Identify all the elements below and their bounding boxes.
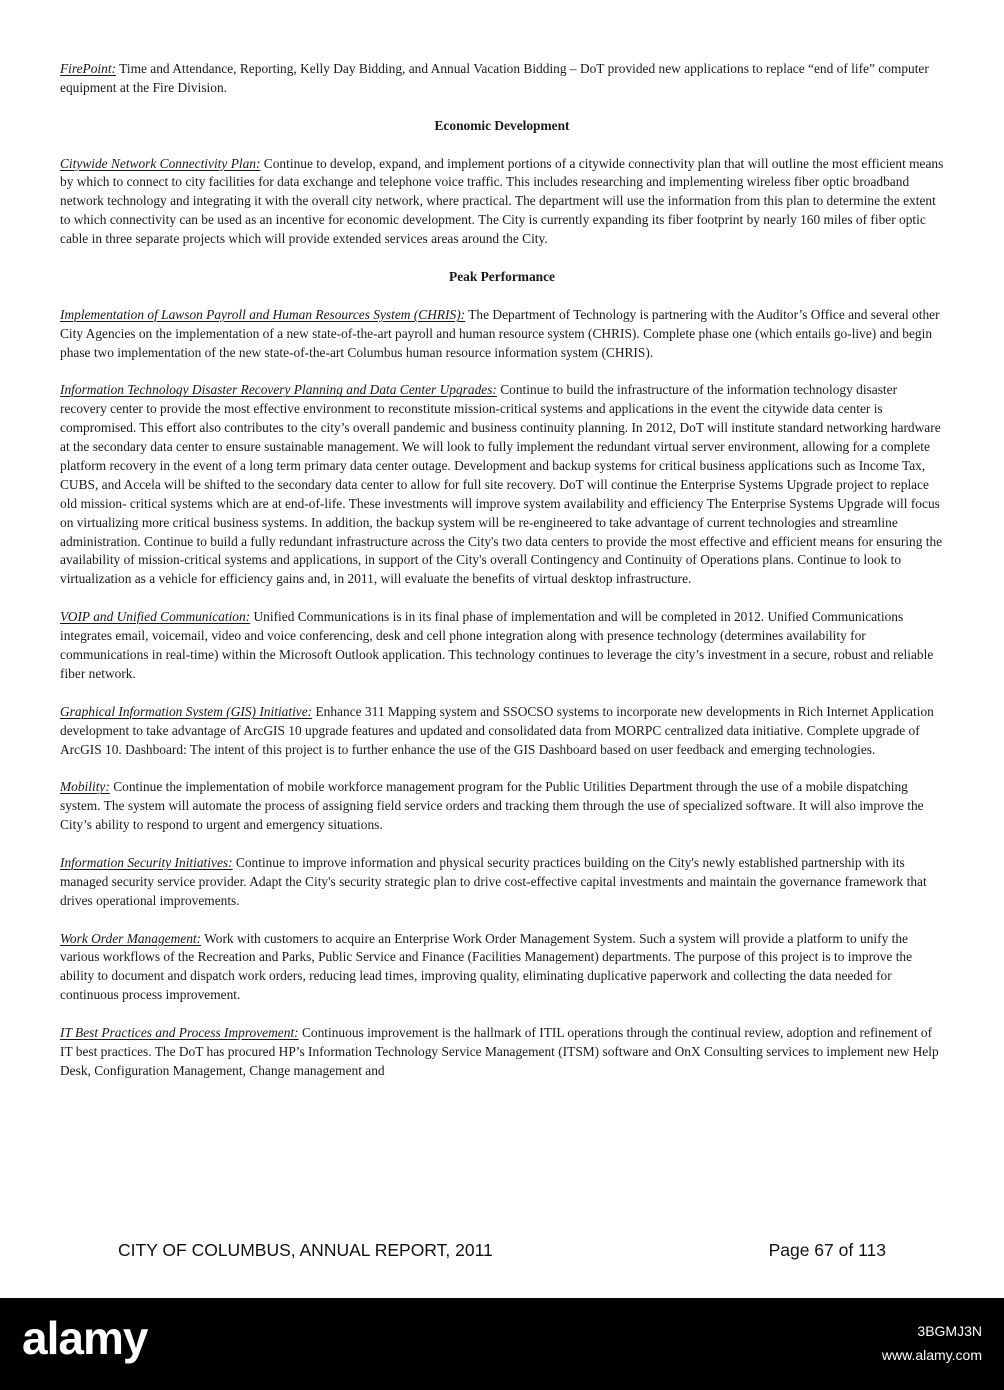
- paragraph-lead-title: FirePoint:: [60, 61, 117, 76]
- footer-report-title: CITY OF COLUMBUS, ANNUAL REPORT, 2011: [118, 1240, 493, 1260]
- paragraph-text: Continue to build the infrastructure of the information technology disaster recovery center to provide the most effective environment to reconstitute mission-critical systems and applications in the event the citywide data center is compromised. This effort also contributes to the city’s overall pandemic and business continuity planning. In 2012, DoT will institute standard networking hardware at the secondary data center to ensure sustainable management. We will look to fully implement the redundant virtual server environment, allowing for a complete platform recovery in the event of a long term primary data center outage. Development and backup systems for critical business applications such as Income Tax, CUBS, and Accela will be shifted to the secondary data center to allow for full site recovery. DoT will continue the Enterprise Systems Upgrade project to replace old mission- critical systems which are at end-of-life. These investments will improve system availability and efficiency The Enterprise Systems Upgrade will focus on virtualizing more critical business systems. In addition, the backup system will be re-engineered to take advantage of current technologies and streamline administration. Continue to build a fully redundant infrastructure across the City's two data centers to provide the most effective and efficient means for ensuring the availability of mission-critical systems and applications, in support of the City's overall Contingency and Continuity of Operations plans. Continue to look to virtualization as a vehicle for efficiency gains and, in 2011, will evaluate the benefits of virtual desktop infrastructure.: [60, 382, 943, 587]
- body-paragraph: [60, 60, 944, 98]
- paragraph-text: Continue to develop, expand, and implement portions of a citywide connectivity plan that will outline the most efficient means by which to connect to city facilities for data exchange and telephone voice traffic. This includes researching and implementing wireless fiber optic broadband network technology and integrating it with the overall city network, where practical. The department will use the information from this plan to determine the extent to which connectivity can be used as an incentive for economic development. The City is currently expanding its fiber footprint by nearly 160 miles of fiber optic cable in three separate projects which will provide extended services areas around the City.: [60, 155, 944, 247]
- page-footer: [118, 1240, 886, 1261]
- body-paragraph: [60, 703, 944, 760]
- body-paragraph: [60, 381, 944, 589]
- paragraph-lead-title: Citywide Network Connectivity Plan:: [60, 155, 261, 171]
- paragraph-text: Continue to improve information and physical security practices building on the City's newly established partnership with its managed security service provider. Adapt the City's security strategic plan to drive cost-effective capital investments and maintain the governance framework that drives operational improvements.: [60, 854, 927, 908]
- paragraph-text: Time and Attendance, Reporting, Kelly Day Bidding, and Annual Vacation Bidding – DoT provided new applications to replace “end of life” computer equipment at the Fire Division.: [60, 61, 929, 95]
- paragraph-lead-title: Graphical Information System (GIS) Initiative:: [60, 703, 313, 719]
- body-paragraph: [60, 1024, 944, 1081]
- paragraph-text: Unified Communications is in its final phase of implementation and will be completed in 2012. Unified Communications integrates email, voicemail, video and voice conferencing, desk and cell phone integration along with presence technology (determines availability for communications in real-time) within the Microsoft Outlook application. This technology continues to leverage the city’s investment in a secure, robust and reliable fiber network.: [60, 609, 934, 681]
- section-heading: Economic Development: [434, 117, 570, 133]
- body-paragraph: [60, 608, 944, 684]
- footer-page-number: Page 67 of 113: [768, 1240, 886, 1260]
- paragraph-text: Continue the implementation of mobile workforce management program for the Public Utilities Department through the use of a mobile dispatching system. The system will automate the process of assigning field service orders and tracking them through the use of specialized software. It will also improve the City’s ability to respond to urgent and emergency situations.: [60, 779, 924, 833]
- alamy-logo: alamy: [22, 1312, 148, 1364]
- body-paragraph: [60, 306, 944, 363]
- image-id-label: 3BGMJ3N: [917, 1323, 982, 1339]
- watermark-url: www.alamy.com: [881, 1347, 982, 1363]
- body-paragraph: [60, 930, 944, 1006]
- paragraph-lead-title: Work Order Management:: [60, 930, 202, 946]
- body-paragraph: [60, 854, 944, 911]
- paragraph-lead-title: Implementation of Lawson Payroll and Human Resources System (CHRIS):: [60, 306, 466, 322]
- paragraph-lead-title: Mobility:: [60, 779, 110, 795]
- paragraph-lead-title: VOIP and Unified Communication:: [60, 609, 251, 625]
- page-body: [60, 60, 944, 1100]
- body-paragraph: [60, 778, 944, 835]
- section-heading: Peak Performance: [449, 268, 555, 284]
- body-paragraph: [60, 155, 944, 250]
- paragraph-lead-title: Information Security Initiatives:: [60, 854, 233, 870]
- paragraph-text: Enhance 311 Mapping system and SSOCSO systems to incorporate new developments in Rich Internet Application development to take advantage of ArcGIS 10 upgrade features and updated and consolidated data from MORPC centralized data initiative. Complete upgrade of ArcGIS 10. Dashboard: The intent of this project is to further enhance the use of the GIS Dashboard based on user feedback and emerging technologies.: [60, 703, 934, 757]
- paragraph-lead-title: Information Technology Disaster Recovery Planning and Data Center Upgrades:: [60, 382, 497, 398]
- paragraph-text: The Department of Technology is partnering with the Auditor’s Office and several other City Agencies on the implementation of a new state-of-the-art payroll and human resource system (CHRIS). Complete phase one (which entails go-live) and begin phase two implementation of the new state-of-the-art Columbus human resource information system (CHRIS).: [60, 306, 940, 360]
- paragraph-text: Work with customers to acquire an Enterprise Work Order Management System. Such a system will provide a platform to unify the various workflows of the Recreation and Parks, Public Service and Finance (Facilities Management) departments. The purpose of this project is to improve the ability to document and dispatch work orders, reducing lead times, improving quality, eliminating duplicative paperwork and collecting the data needed for continuous process improvement.: [60, 930, 913, 1003]
- paragraph-text: Continuous improvement is the hallmark of ITIL operations through the continual review, adoption and refinement of IT best practices. The DoT has procured HP’s Information Technology Service Management (ITSM) software and OnX Consulting services to implement new Help Desk, Configuration Management, Change management and: [60, 1025, 939, 1078]
- paragraph-lead-title: IT Best Practices and Process Improvement:: [60, 1025, 299, 1041]
- watermark-bar: [0, 1298, 1004, 1390]
